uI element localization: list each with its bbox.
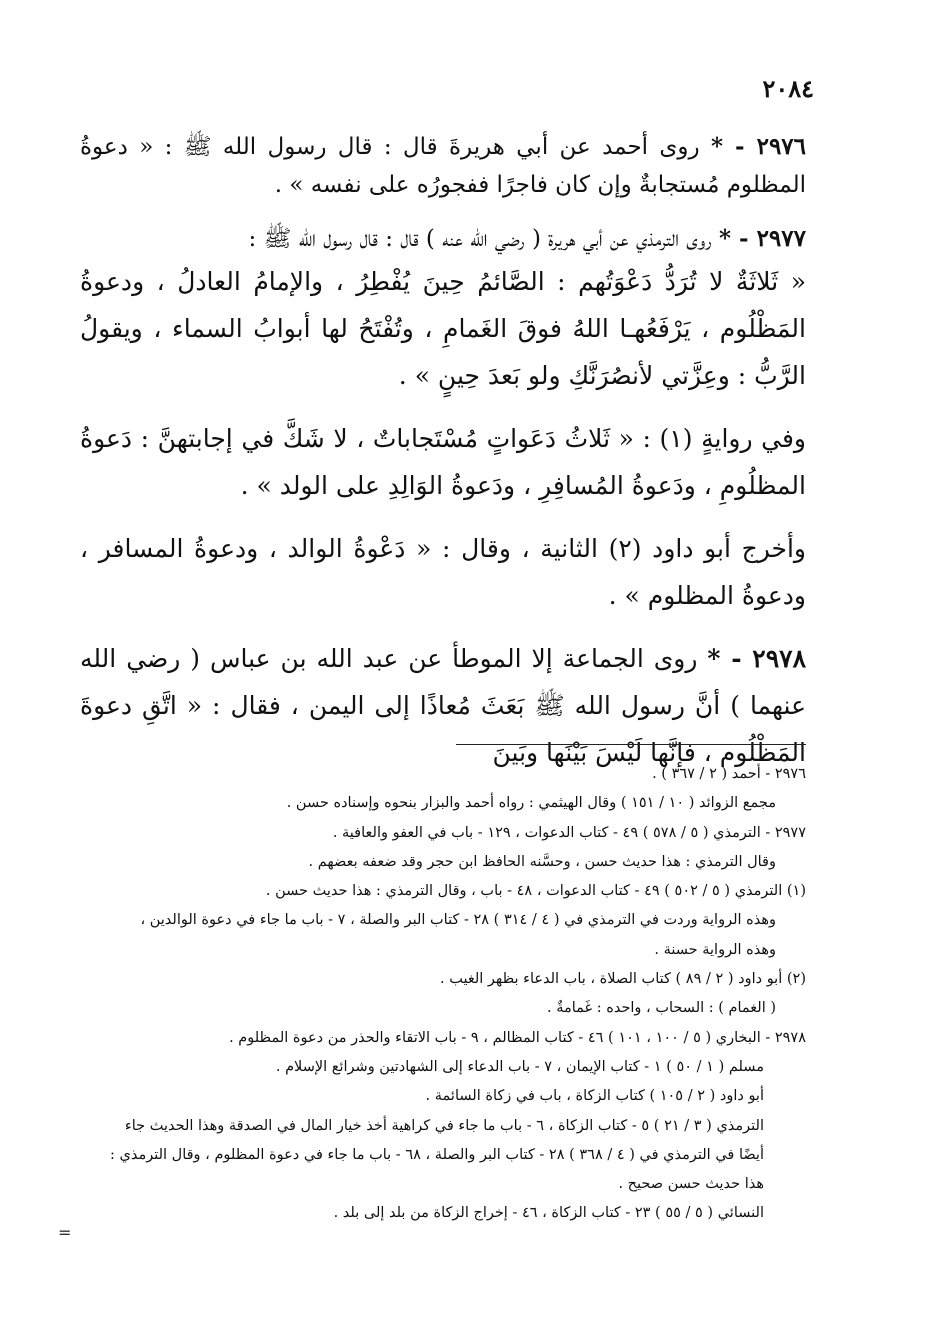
footnote-line: ٢٩٧٨ - البخاري ( ٥ / ١٠٠ ، ١٠١ ) ٤٦ - كتاب المظالم ، ٩ - باب الاتقاء والحذر من دعوة المظلوم . xyxy=(229,1029,806,1046)
margin-mark: = xyxy=(58,1223,72,1242)
footnote-line: أبو داود ( ٢ / ١٠٥ ) كتاب الزكاة ، باب في زكاة السائمة . xyxy=(425,1088,764,1105)
hadith-text: روى الجماعة إلا الموطأ عن عبد الله بن عباس ( رضي الله عنهما ) أنَّ رسول الله ﷺ بَعَثَ مُعاذًا إلى اليمن ، فقال : « اتَّقِ دعوةَ المَظْلُوم ، فإنَّها لَيْسَ بَيْنَها وبَينَ xyxy=(80,644,806,767)
footnote-line: ( الغمام ) : السحاب ، واحده : غَمامةٌ . xyxy=(546,1000,776,1017)
page-number: ٢٠٨٤ xyxy=(762,74,814,103)
hadith-2976 xyxy=(80,128,806,204)
footnote-line: وهذه الرواية وردت في الترمذي في ( ٤ / ٣١٤ ) ٢٨ - كتاب البر والصلة ، ٧ - باب ما جاء في دعوة الوالدين ، xyxy=(140,912,776,929)
hadith-2977-text: « ثَلاثَةٌ لا تُرَدُّ دَعْوَتُهم : الصَّائمُ حِينَ يُفْطِرُ ، والإمامُ العادلُ ، ودعوةُ المَظْلُوم ، يَرْفَعُهـا اللهُ فوقَ الغَمامِ ، وتُفْتَحُ لها أبوابُ السماء ، ويقولُ الرَّبُّ : وعِزَّتي لأنصُرَنَّكِ ولو بَعدَ حِينٍ » . xyxy=(80,267,806,390)
footnote-line: هذا حديث حسن صحيح . xyxy=(618,1176,764,1193)
hadith-text: روى أحمد عن أبي هريرةَ قال : قال رسول الله ﷺ : « دعوةُ المظلوم مُستجابةٌ وإن كان فاجرًا ففجورُه على نفسه » . xyxy=(80,134,806,198)
abu-dawud-riwaya: وأخرج أبو داود (٢) الثانية ، وقال : « دَعْوةُ الوالد ، ودعوةُ المسافر ، ودعوةُ المظلوم » . xyxy=(80,534,806,610)
footnote-line: أيضًا في الترمذي في ( ٤ / ٣٦٨ ) ٢٨ - كتاب البر والصلة ، ٦٨ - باب ما جاء في دعوة المظلوم ، وقال الترمذي : xyxy=(110,1146,764,1163)
footnote-line: ٢٩٧٧ - الترمذي ( ٥ / ٥٧٨ ) ٤٩ - كتاب الدعوات ، ١٢٩ - باب في العفو والعافية . xyxy=(332,824,806,841)
footnotes xyxy=(80,760,806,1229)
hadith-2977-intro xyxy=(80,220,806,258)
hadith-intro: روى الترمذي عن أبي هريرة ( رضي الله عنه ) قال : قال رسول الله ﷺ : xyxy=(248,226,712,252)
footnote-line: الترمذي ( ٣ / ٢١ ) ٥ - كتاب الزكاة ، ٦ - باب ما جاء في كراهية أخذ خيار المال في الصدقة وهذا الحديث جاء xyxy=(124,1117,764,1134)
footnote-line: النسائي ( ٥ / ٥٥ ) ٢٣ - كتاب الزكاة ، ٤٦ - إخراج الزكاة من بلد إلى بلد . xyxy=(333,1205,764,1222)
footnote-line: ٢٩٧٦ - أحمد ( ٢ / ٣٦٧ ) . xyxy=(652,766,806,782)
footnote-line: مسلم ( ١ / ٥٠ ) ١ - كتاب الإيمان ، ٧ - باب الدعاء إلى الشهادتين وشرائع الإسلام . xyxy=(275,1058,764,1075)
hadith-2978 xyxy=(80,635,806,776)
footnote-divider xyxy=(456,744,806,745)
hadith-number: ٢٩٧٧ - * xyxy=(718,225,806,252)
main-text xyxy=(80,128,806,792)
footnote-line: (٢) أبو داود ( ٢ / ٨٩ ) كتاب الصلاة ، باب الدعاء بظهر الغيب . xyxy=(440,971,806,988)
hadith-number: ٢٩٧٦ - * xyxy=(710,133,807,160)
footnote-line: (١) الترمذي ( ٥ / ٥٠٢ ) ٤٩ - كتاب الدعوات ، ٤٨ - باب ، وقال الترمذي : هذا حديث حسن . xyxy=(265,883,806,900)
riwaya-1: وفي روايةٍ (١) : « ثَلاثُ دَعَواتٍ مُسْتَجاباتٌ ، لا شَكَّ في إجابتهنَّ : دَعوةُ المظلُومِ ، ودَعوةُ المُسافِرِ ، ودَعوةُ الوَالِدِ على الولد » . xyxy=(80,424,806,500)
footnote-line: وقال الترمذي : هذا حديث حسن ، وحسَّنه الحافظ ابن حجر وقد ضعفه بعضهم . xyxy=(308,853,776,870)
hadith-number: ٢٩٧٨ - * xyxy=(707,644,806,673)
footnote-line: مجمع الزوائد ( ١٠ / ١٥١ ) وقال الهيثمي : رواه أحمد والبزار بنحوه وإسناده حسن . xyxy=(286,795,776,812)
footnote-line: وهذه الرواية حسنة . xyxy=(654,941,776,958)
